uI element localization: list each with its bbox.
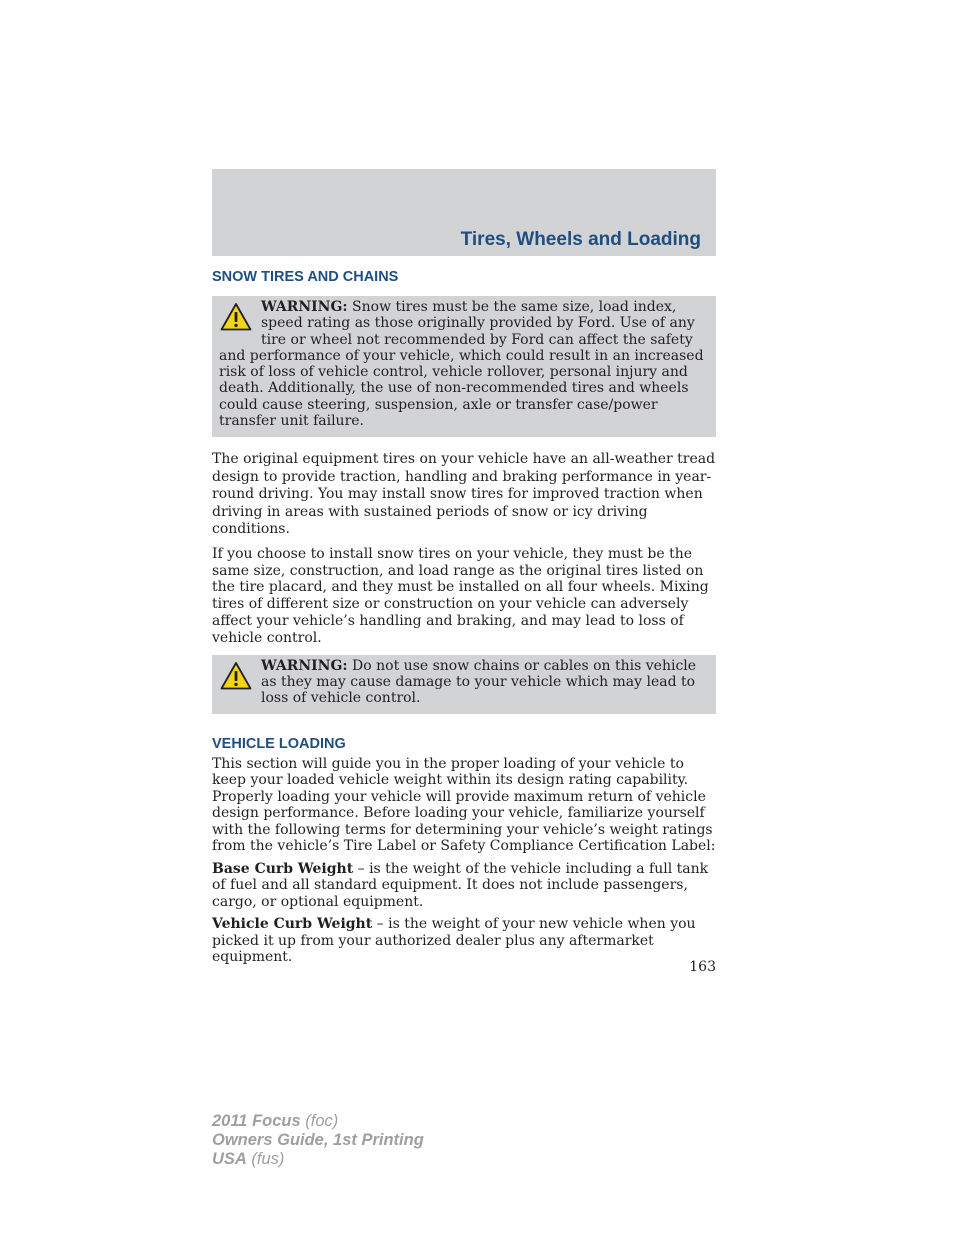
warning-label: WARNING: [261, 657, 348, 674]
warning-label: WARNING: [261, 299, 348, 315]
footer-market: USA [212, 1150, 247, 1168]
paragraph-install-snow-tires: If you choose to install snow tires on your vehicle, they must be the same size, construction, and load range as the original tires listed on the tire placard, and they must be installed on all four wheels. Mixing tires of different size or construction on your vehicle can adversely affect your vehicle’s handling and braking, and may lead to loss of vehicle control. [212, 545, 709, 646]
section-header-band [212, 169, 716, 256]
warning-triangle-icon [220, 302, 252, 332]
warning-box-snow-tires [212, 296, 716, 437]
section-heading-snow-tires: SNOW TIRES AND CHAINS [212, 269, 399, 285]
warning-box-snow-chains [212, 655, 716, 714]
footer-model-code: (foc) [300, 1112, 339, 1130]
term-definition-base-curb-weight [212, 861, 716, 911]
footer-line-market [212, 1150, 424, 1169]
footer-market-code: (fus) [246, 1150, 285, 1168]
warning-text: Snow tires must be the same size, load index, speed rating as those originally provided by Ford. Use of any tire or wheel not recommended by Ford can affect the safety and performance of your vehicle, which could result in an increased risk of loss of vehicle control, vehicle rollover, personal injury and death. Additionally, the use of non-recommended tires and wheels could cause steering, suspension, axle or transfer case/power transfer unit failure. [219, 299, 704, 430]
document-footer [212, 1112, 424, 1169]
page-content [212, 268, 716, 966]
page-title: Tires, Wheels and Loading [460, 229, 701, 250]
footer-model: 2011 Focus [212, 1112, 301, 1130]
footer-line-guide [212, 1131, 424, 1150]
term-label: Base Curb Weight [212, 860, 354, 877]
warning-triangle-icon [220, 661, 252, 691]
term-definition: – is the weight of your new vehicle when you picked it up from your authorized dealer plus any aftermarket equipment. [212, 916, 696, 966]
page-number: 163 [689, 959, 716, 975]
term-definition: – is the weight of the vehicle including a full tank of fuel and all standard equipment. It does not include passengers, cargo, or optional equipment. [212, 860, 709, 910]
footer-line-model [212, 1112, 424, 1131]
warning-text: Do not use snow chains or cables on this vehicle as they may cause damage to your vehicle which may lead to loss of vehicle control. [261, 657, 697, 707]
paragraph-original-tires: The original equipment tires on your vehicle have an all-weather tread design to provide traction, handling and braking performance in year-round driving. You may install snow tires for improved traction when driving in areas with sustained periods of snow or icy driving conditions. [212, 451, 716, 538]
term-label: Vehicle Curb Weight [212, 916, 373, 933]
section-heading-vehicle-loading: VEHICLE LOADING [212, 735, 346, 752]
paragraph-loading-intro: This section will guide you in the proper loading of your vehicle to keep your loaded vehicle weight within its design rating capability. Properly loading your vehicle will provide maximum return of vehicle design performance. Before loading your vehicle, familiarize yourself with the following terms for determining your vehicle’s weight ratings from the vehicle’s Tire Label or Safety Compliance Certification Label: [212, 755, 716, 855]
footer-guide: Owners Guide, 1st Printing [212, 1131, 424, 1149]
